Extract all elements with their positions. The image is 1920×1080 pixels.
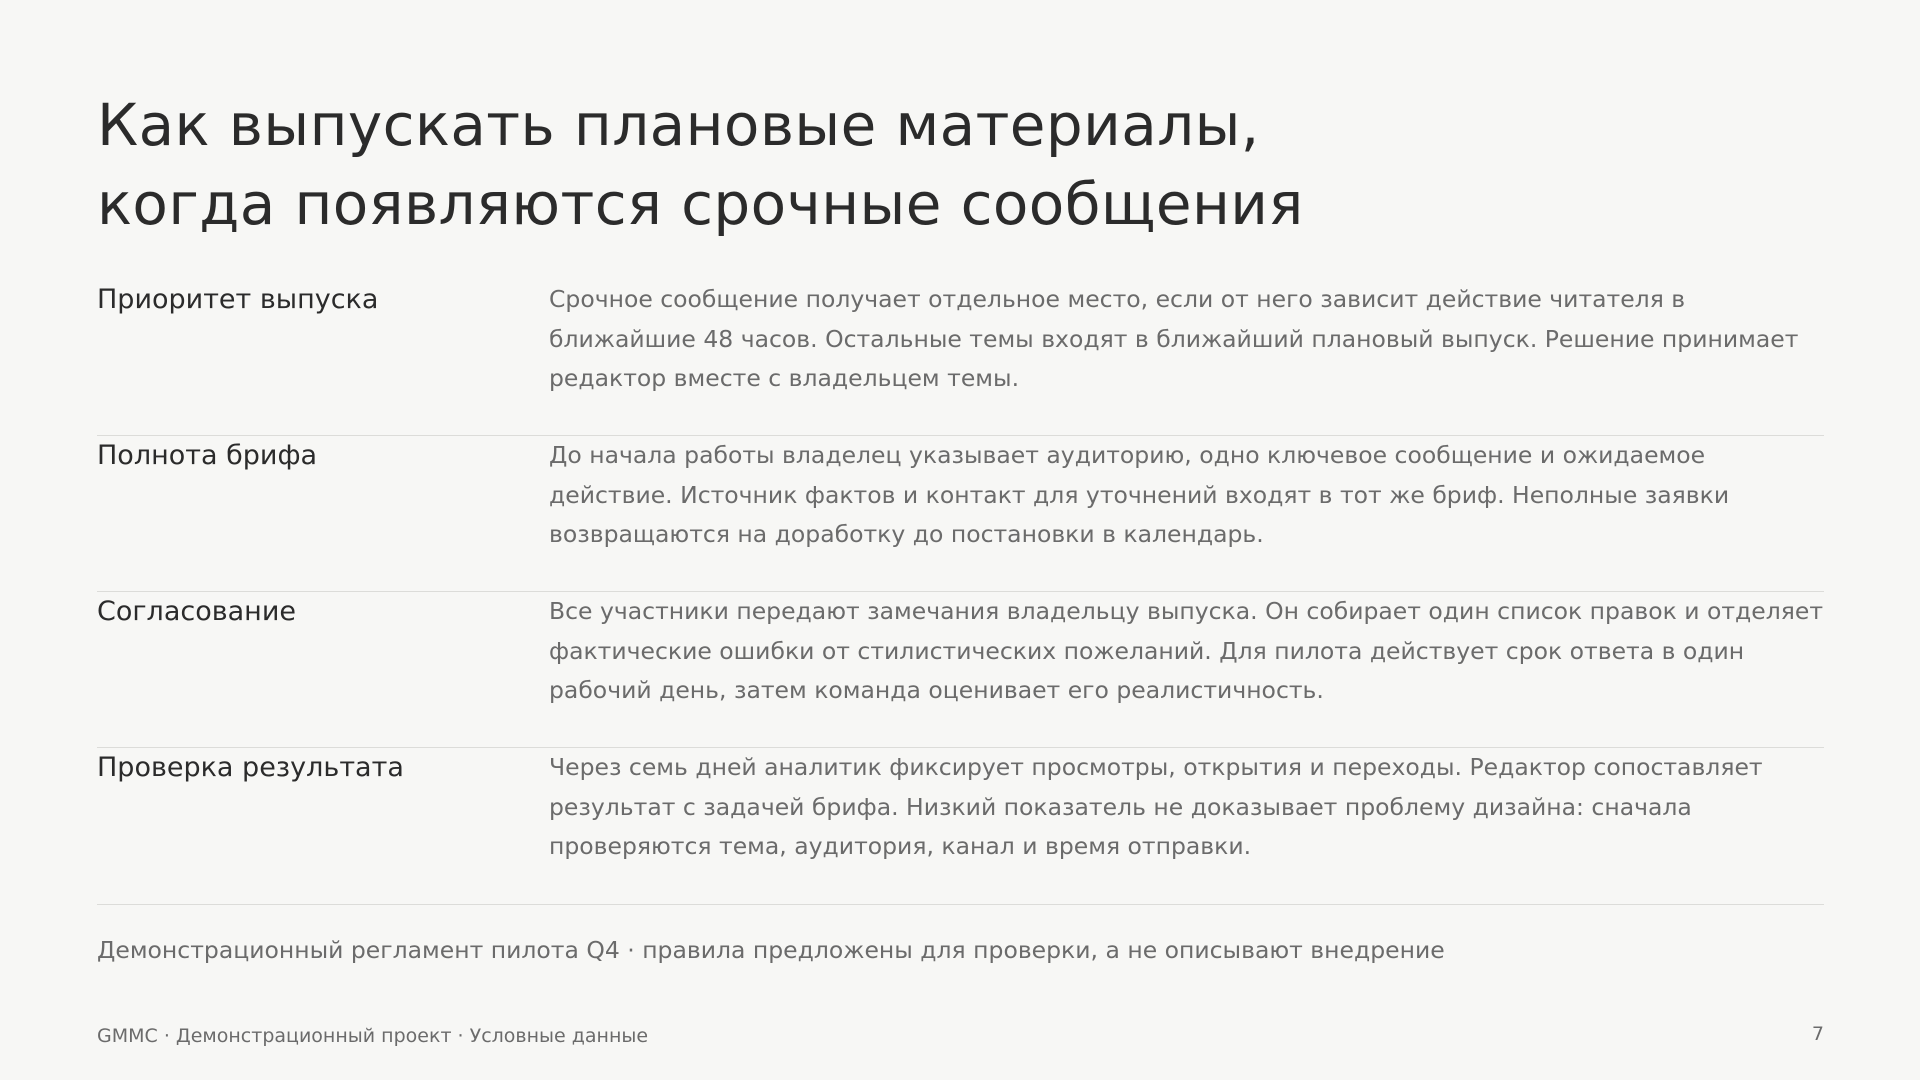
- footer-text: GMMC · Демонстрационный проект · Условные данные: [97, 1025, 649, 1047]
- rule-row-approval: [97, 592, 1824, 748]
- slide-title: [97, 86, 1304, 244]
- rule-description-line: Срочное сообщение получает отдельное место, если от него зависит действие читателя в: [549, 285, 1686, 313]
- slide-title-line: Как выпускать плановые материалы,: [97, 91, 1260, 159]
- rule-label: Приоритет выпуска: [97, 284, 379, 315]
- rule-row-priority: [97, 280, 1824, 436]
- rule-description-line: редактор вместе с владельцем темы.: [549, 364, 1020, 392]
- disclaimer-note: Демонстрационный регламент пилота Q4 · правила предложены для проверки, а не описывают внедрение: [97, 936, 1445, 964]
- rule-description-line: результат с задачей брифа. Низкий показатель не доказывает проблему дизайна: сначала: [549, 792, 1692, 821]
- rule-description: [549, 592, 1829, 711]
- section-divider: [97, 904, 1824, 905]
- rule-description-line: Все участники передают замечания владельцу выпуска. Он собирает один список правок и отделяет: [549, 597, 1824, 625]
- rule-description-line: ближайшие 48 часов. Остальные темы входят в ближайший плановый выпуск. Решение принимает: [549, 324, 1799, 353]
- rule-description-line: рабочий день, затем команда оценивает его реалистичность.: [549, 676, 1324, 704]
- rules-table: [97, 280, 1824, 903]
- rule-row-result-check: [97, 748, 1824, 903]
- rule-description: [549, 436, 1829, 555]
- rule-description: [549, 748, 1829, 867]
- rule-description: [549, 280, 1829, 399]
- rule-row-brief: [97, 436, 1824, 592]
- rule-description-line: возвращаются на доработку до постановки в календарь.: [549, 520, 1264, 548]
- page-number: 7: [1811, 1023, 1824, 1045]
- slide-title-line: когда появляются срочные сообщения: [97, 170, 1304, 238]
- rule-label: Проверка результата: [97, 752, 404, 783]
- rule-description-line: фактические ошибки от стилистических пожеланий. Для пилота действует срок ответа в один: [549, 636, 1745, 665]
- rule-description-line: действие. Источник фактов и контакт для уточнений входят в тот же бриф. Неполные заявки: [549, 480, 1730, 509]
- slide: [97, 0, 1824, 1080]
- rule-label: Полнота брифа: [97, 440, 318, 471]
- rule-description-line: Через семь дней аналитик фиксирует просмотры, открытия и переходы. Редактор сопоставляет: [549, 753, 1763, 781]
- rule-label: Согласование: [97, 596, 296, 627]
- rule-description-line: проверяются тема, аудитория, канал и время отправки.: [549, 832, 1252, 860]
- rule-description-line: До начала работы владелец указывает аудиторию, одно ключевое сообщение и ожидаемое: [549, 441, 1706, 469]
